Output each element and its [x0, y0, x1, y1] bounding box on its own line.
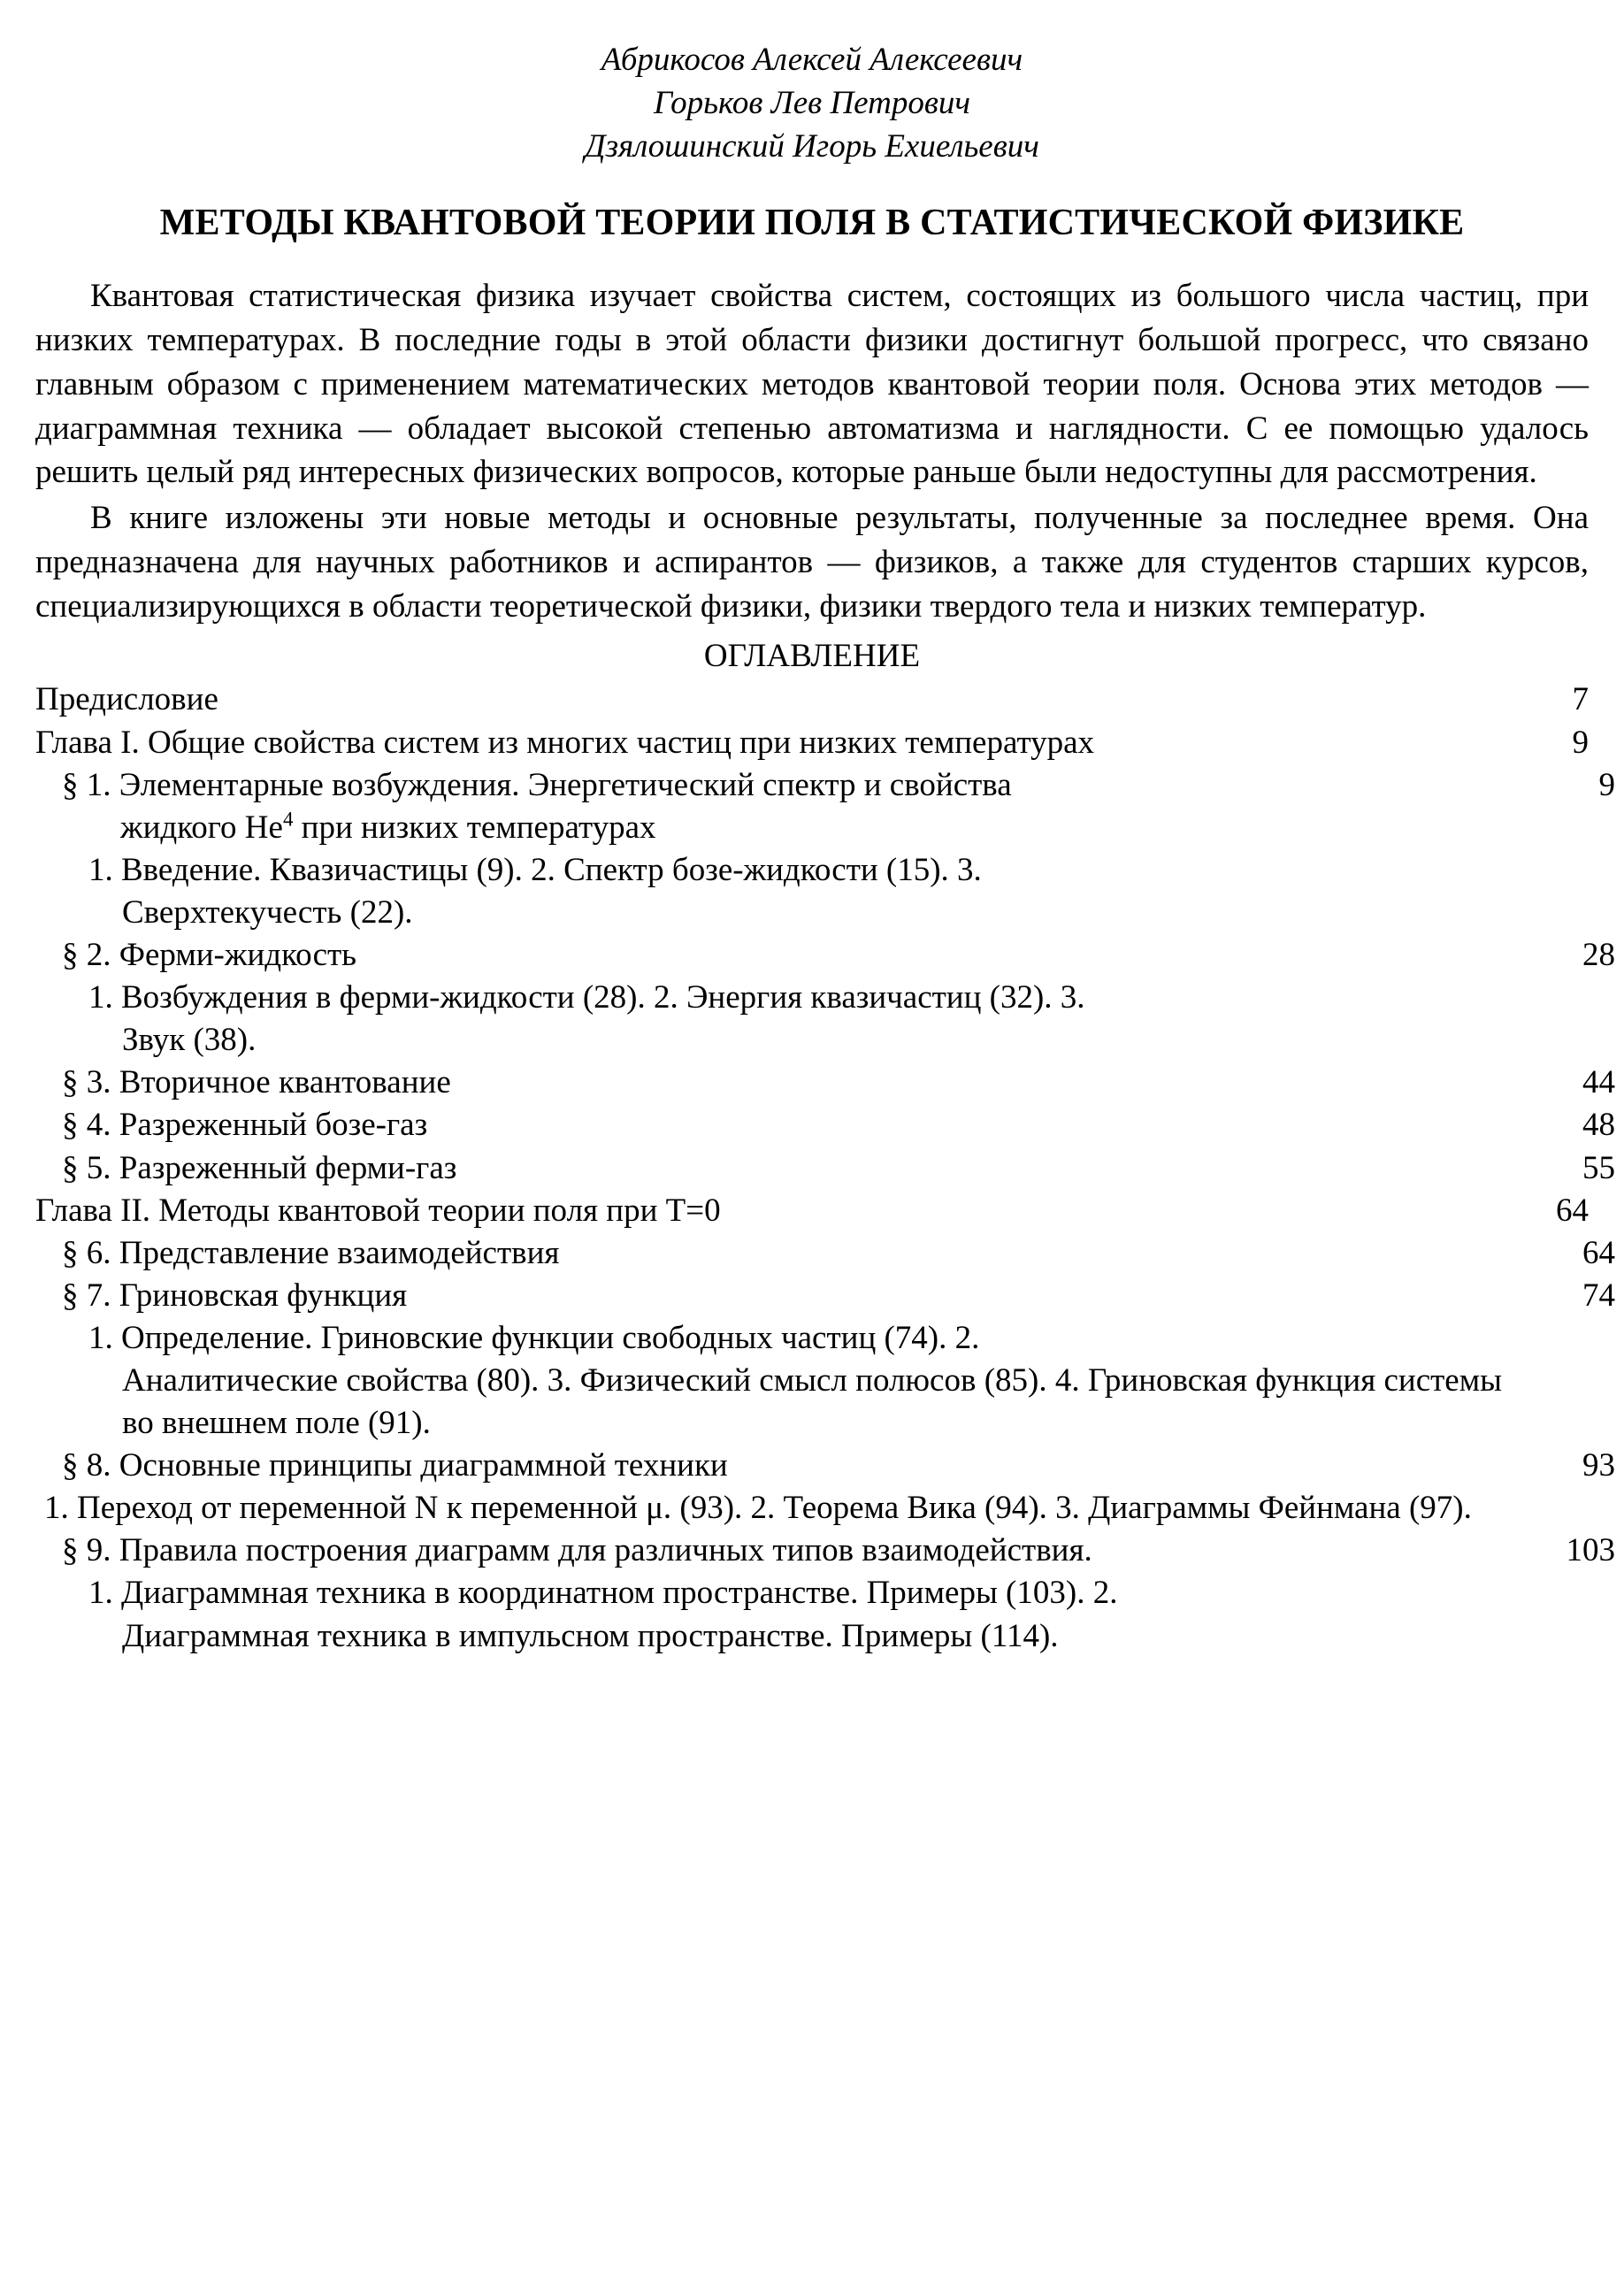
toc-entry-page: 44 [1582, 1064, 1615, 1101]
author-name: Абрикосов Алексей Алексеевич [601, 42, 1023, 78]
toc-entry-label: Глава I. Общие свойства систем из многих частиц при низких температурах [35, 724, 1095, 761]
toc-entry-page: 64 [1582, 1234, 1615, 1271]
toc-subitem-text: 1. Возбуждения в ферми-жидкости (28). 2. Энергия квазичастиц (32). 3. [88, 979, 1085, 1016]
toc-entry[interactable] [35, 679, 1589, 721]
toc-subitem-text: 1. Введение. Квазичастицы (9). 2. Спектр бозе-жидкости (15). 3. [88, 851, 982, 888]
toc-entry[interactable] [62, 1104, 1615, 1146]
toc-subitems [88, 1317, 1527, 1445]
toc-subitems [88, 849, 1527, 934]
toc-entry-label: § 4. Разреженный бозе-газ [62, 1107, 428, 1144]
toc-entry-page: 9 [1598, 766, 1615, 803]
page-title: МЕТОДЫ КВАНТОВОЙ ТЕОРИИ ПОЛЯ В СТАТИСТИЧЕСКОЙ ФИЗИКЕ [159, 203, 1465, 244]
toc-entry-label: § 7. Гриновская функция [62, 1277, 408, 1314]
toc-entry[interactable] [35, 722, 1589, 764]
toc-entry-page: 93 [1582, 1447, 1615, 1484]
author-name: Дзялошинский Игорь Ехиельевич [585, 127, 1039, 165]
toc-entry-page: 103 [1566, 1532, 1615, 1569]
toc-entry-label: § 2. Ферми-жидкость [62, 937, 357, 974]
toc-entry-label: § 8. Основные принципы диаграммной техники [62, 1447, 728, 1484]
table-of-contents [35, 679, 1615, 1657]
toc-subitems [44, 1487, 1527, 1530]
toc-entry-continuation: жидкого He$^4$ при низких температурах [120, 808, 656, 846]
abstract-block [35, 274, 1589, 628]
abstract-paragraph: В книге изложены эти новые методы и основные результаты, полученные за последнее время. Она предназначена для научных работников и аспирантов — физиков, а также для студентов старших курсов, специализирующихся в области теоретической физики, физики твердого тела и низких температур. [35, 500, 1589, 625]
toc-entry[interactable] [62, 1147, 1615, 1190]
toc-subitem-text: 1. Определение. Гриновские функции свободных частиц (74). 2. [88, 1319, 980, 1356]
toc-entry-label: Глава II. Методы квантовой теории поля при T=0 [35, 1192, 721, 1229]
toc-entry[interactable] [62, 934, 1615, 977]
toc-entry[interactable] [62, 1445, 1615, 1487]
toc-subitem-text-cont: Диаграммы Фейнмана (97). [1088, 1490, 1472, 1527]
toc-heading: ОГЛАВЛЕНИЕ [703, 638, 921, 675]
toc-entry[interactable] [62, 1232, 1615, 1275]
abstract-paragraph: Квантовая статистическая физика изучает свойства систем, состоящих из большого числа частиц, при низких температурах. В последние годы в этой области физики достигнут большой прогресс, что связано главным образом с применением математических методов квантовой теории поля. Основа этих методов — диаграммная техника — обладает высокой степенью автоматизма и наглядности. С ее помощью удалось решить целый ряд интересных физических вопросов, которые раньше были недоступны для рассмотрения. [35, 278, 1589, 491]
toc-subitem-text-cont: Звук (38). [122, 1022, 257, 1059]
toc-entry[interactable] [62, 1275, 1615, 1317]
toc-subitem-text-cont: Сверхтекучесть (22). [122, 893, 413, 931]
toc-entry-label: § 9. Правила построения диаграмм для различных типов взаимодействия. [62, 1532, 1092, 1569]
toc-entry-label: § 5. Разреженный ферми-газ [62, 1149, 457, 1186]
toc-entry-page: 48 [1582, 1107, 1615, 1144]
authors-block [35, 39, 1589, 168]
toc-entry-page: 64 [1556, 1192, 1589, 1229]
toc-entry-page: 74 [1582, 1277, 1615, 1314]
toc-subitem-text: 1. Переход от переменной N к переменной μ. (93). 2. Теорема Вика (94). 3. [44, 1490, 1080, 1527]
toc-entry[interactable] [62, 764, 1615, 807]
toc-entry-label: § 6. Представление взаимодействия [62, 1234, 560, 1271]
toc-entry[interactable] [62, 1530, 1615, 1572]
toc-entry-page: 9 [1572, 724, 1589, 761]
toc-entry-label: Предисловие [35, 681, 218, 718]
toc-subitem-text-cont: Диаграммная техника в импульсном пространстве. Примеры (114). [122, 1617, 1059, 1654]
toc-entry-page: 28 [1582, 937, 1615, 974]
toc-entry-page: 7 [1572, 681, 1589, 718]
toc-entry[interactable] [62, 1062, 1615, 1104]
toc-subitems [88, 1572, 1527, 1657]
toc-entry-page: 55 [1582, 1149, 1615, 1186]
toc-subitems [88, 977, 1527, 1062]
toc-entry[interactable] [35, 1190, 1589, 1232]
toc-subitem-text-cont: Аналитические свойства (80). 3. Физический смысл полюсов (85). 4. Гриновская функция системы во внешнем поле (91). [122, 1361, 1502, 1442]
toc-entry-label: § 1. Элементарные возбуждения. Энергетический спектр и свойства [62, 766, 1012, 803]
author-name: Горьков Лев Петрович [653, 84, 971, 121]
toc-entry-label: § 3. Вторичное квантование [62, 1064, 451, 1101]
toc-subitem-text: 1. Диаграммная техника в координатном пространстве. Примеры (103). 2. [88, 1575, 1118, 1612]
